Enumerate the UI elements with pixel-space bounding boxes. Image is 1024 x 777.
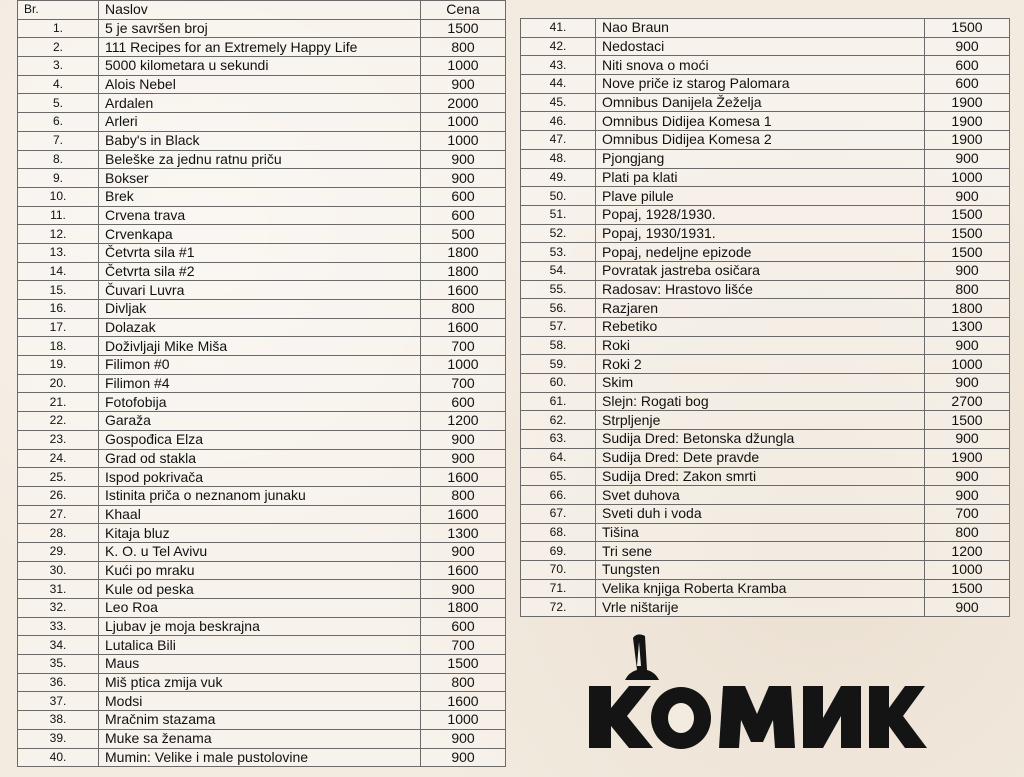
row-price: 1600 [421, 692, 506, 711]
row-title: Fotofobija [99, 393, 421, 412]
row-title: Strpljenje [596, 411, 925, 430]
table-row [521, 56, 1010, 75]
row-number: 6. [18, 113, 99, 132]
row-number: 68. [521, 523, 596, 542]
row-price: 1300 [925, 318, 1010, 337]
row-title: Nove priče iz starog Palomara [596, 75, 925, 94]
row-number: 56. [521, 299, 596, 318]
row-number: 16. [18, 300, 99, 319]
header-title: Naslov [99, 1, 421, 20]
row-price: 900 [421, 748, 506, 767]
row-number: 50. [521, 187, 596, 206]
table-row [521, 523, 1010, 542]
table-row [18, 468, 506, 487]
row-title: Sudija Dred: Betonska džungla [596, 430, 925, 449]
row-price: 1900 [925, 93, 1010, 112]
table-row [521, 318, 1010, 337]
row-title: Nedostaci [596, 37, 925, 56]
table-row [521, 149, 1010, 168]
row-number: 31. [18, 580, 99, 599]
table-row [18, 75, 506, 94]
row-number: 37. [18, 692, 99, 711]
row-price: 1800 [421, 262, 506, 281]
table-row [521, 224, 1010, 243]
row-price: 1900 [925, 131, 1010, 150]
price-table-right-body [521, 19, 1010, 617]
row-number: 44. [521, 75, 596, 94]
row-title: Alois Nebel [99, 75, 421, 94]
row-title: Četvrta sila #2 [99, 262, 421, 281]
row-title: K. O. u Tel Avivu [99, 542, 421, 561]
row-price: 1300 [421, 524, 506, 543]
row-price: 900 [421, 75, 506, 94]
row-price: 1900 [925, 112, 1010, 131]
row-title: Doživljaji Mike Miša [99, 337, 421, 356]
row-title: Modsi [99, 692, 421, 711]
table-row [18, 356, 506, 375]
row-number: 3. [18, 57, 99, 76]
row-number: 18. [18, 337, 99, 356]
row-title: Omnibus Danijela Žeželja [596, 93, 925, 112]
row-price: 1200 [925, 542, 1010, 561]
row-price: 900 [925, 467, 1010, 486]
row-title: Omnibus Didijea Komesa 1 [596, 112, 925, 131]
row-title: Mračnim stazama [99, 711, 421, 730]
table-row [18, 580, 506, 599]
row-number: 15. [18, 281, 99, 300]
row-price: 1500 [925, 224, 1010, 243]
table-row [18, 486, 506, 505]
table-row [521, 280, 1010, 299]
table-row [18, 374, 506, 393]
row-price: 1200 [421, 412, 506, 431]
row-price: 900 [925, 37, 1010, 56]
row-price: 600 [925, 75, 1010, 94]
row-number: 14. [18, 262, 99, 281]
row-price: 800 [421, 673, 506, 692]
table-row [18, 19, 506, 38]
row-title: Khaal [99, 505, 421, 524]
row-title: Divljak [99, 300, 421, 319]
row-price: 1000 [925, 560, 1010, 579]
row-price: 1500 [925, 243, 1010, 262]
table-row [521, 392, 1010, 411]
row-price: 500 [421, 225, 506, 244]
komiko-logo-graphic [585, 630, 945, 750]
table-row [18, 617, 506, 636]
row-price: 1800 [925, 299, 1010, 318]
row-title: Mumin: Velike i male pustolovine [99, 748, 421, 767]
row-price: 1500 [421, 655, 506, 674]
row-title: Sveti duh i voda [596, 504, 925, 523]
table-row [521, 355, 1010, 374]
row-title: Ispod pokrivača [99, 468, 421, 487]
row-number: 11. [18, 206, 99, 225]
row-title: Bokser [99, 169, 421, 188]
row-title: Leo Roa [99, 599, 421, 618]
row-number: 7. [18, 131, 99, 150]
row-number: 65. [521, 467, 596, 486]
row-number: 69. [521, 542, 596, 561]
table-row [521, 598, 1010, 617]
row-price: 800 [421, 300, 506, 319]
table-row [521, 448, 1010, 467]
table-row [18, 692, 506, 711]
row-number: 53. [521, 243, 596, 262]
row-price: 900 [421, 150, 506, 169]
row-number: 24. [18, 449, 99, 468]
price-table-left [17, 0, 506, 767]
row-title: Radosav: Hrastovo lišće [596, 280, 925, 299]
table-row [521, 261, 1010, 280]
row-title: Velika knjiga Roberta Kramba [596, 579, 925, 598]
row-number: 66. [521, 486, 596, 505]
row-number: 4. [18, 75, 99, 94]
row-title: Crvena trava [99, 206, 421, 225]
price-table-right [520, 18, 1010, 617]
row-title: Razjaren [596, 299, 925, 318]
row-price: 800 [925, 280, 1010, 299]
row-number: 57. [521, 318, 596, 337]
price-table-left-body [18, 19, 506, 767]
row-price: 1500 [421, 19, 506, 38]
table-row [18, 542, 506, 561]
row-price: 1500 [925, 19, 1010, 38]
row-number: 38. [18, 711, 99, 730]
row-title: Lutalica Bili [99, 636, 421, 655]
row-price: 600 [421, 187, 506, 206]
row-price: 1000 [925, 168, 1010, 187]
row-price: 700 [421, 374, 506, 393]
table-row [521, 19, 1010, 38]
row-price: 800 [421, 38, 506, 57]
table-row [18, 729, 506, 748]
row-number: 40. [18, 748, 99, 767]
row-title: Nao Braun [596, 19, 925, 38]
row-title: Roki 2 [596, 355, 925, 374]
row-number: 33. [18, 617, 99, 636]
table-row [521, 299, 1010, 318]
table-row [18, 225, 506, 244]
row-price: 1500 [925, 205, 1010, 224]
row-title: Popaj, 1930/1931. [596, 224, 925, 243]
row-number: 64. [521, 448, 596, 467]
table-row [521, 168, 1010, 187]
row-price: 700 [421, 636, 506, 655]
row-price: 600 [421, 617, 506, 636]
row-number: 32. [18, 599, 99, 618]
row-title: Arleri [99, 113, 421, 132]
row-price: 900 [421, 430, 506, 449]
row-number: 35. [18, 655, 99, 674]
table-row [18, 150, 506, 169]
row-title: Niti snova o moći [596, 56, 925, 75]
row-price: 1000 [421, 131, 506, 150]
row-title: Brek [99, 187, 421, 206]
row-number: 59. [521, 355, 596, 374]
row-number: 1. [18, 19, 99, 38]
row-title: Četvrta sila #1 [99, 243, 421, 262]
row-price: 2700 [925, 392, 1010, 411]
table-row [18, 318, 506, 337]
row-number: 67. [521, 504, 596, 523]
row-number: 46. [521, 112, 596, 131]
table-row [18, 711, 506, 730]
row-title: Roki [596, 336, 925, 355]
table-row [521, 430, 1010, 449]
table-row [521, 579, 1010, 598]
row-title: Istinita priča o neznanom junaku [99, 486, 421, 505]
row-title: Plave pilule [596, 187, 925, 206]
row-price: 600 [925, 56, 1010, 75]
row-title: Tri sene [596, 542, 925, 561]
row-title: Beleške za jednu ratnu priču [99, 150, 421, 169]
row-price: 1600 [421, 561, 506, 580]
row-title: Muke sa ženama [99, 729, 421, 748]
row-title: Tišina [596, 523, 925, 542]
row-title: Plati pa klati [596, 168, 925, 187]
table-row [18, 449, 506, 468]
table-row [521, 542, 1010, 561]
table-row [521, 75, 1010, 94]
row-number: 12. [18, 225, 99, 244]
table-row [18, 599, 506, 618]
table-row [521, 336, 1010, 355]
row-number: 25. [18, 468, 99, 487]
table-row [18, 412, 506, 431]
table-row [521, 93, 1010, 112]
table-row [521, 560, 1010, 579]
table-row [521, 37, 1010, 56]
row-price: 1800 [421, 599, 506, 618]
row-number: 8. [18, 150, 99, 169]
row-price: 1000 [421, 711, 506, 730]
row-number: 26. [18, 486, 99, 505]
row-price: 900 [925, 430, 1010, 449]
table-row [18, 337, 506, 356]
row-title: Dolazak [99, 318, 421, 337]
row-price: 1000 [421, 113, 506, 132]
table-row [521, 374, 1010, 393]
row-title: Čuvari Luvra [99, 281, 421, 300]
row-number: 51. [521, 205, 596, 224]
row-title: Baby's in Black [99, 131, 421, 150]
table-row [18, 131, 506, 150]
table-row [521, 467, 1010, 486]
table-row [521, 243, 1010, 262]
row-number: 72. [521, 598, 596, 617]
table-row [521, 504, 1010, 523]
table-row [521, 112, 1010, 131]
table-row [18, 300, 506, 319]
row-number: 54. [521, 261, 596, 280]
row-title: 111 Recipes for an Extremely Happy Life [99, 38, 421, 57]
row-number: 61. [521, 392, 596, 411]
table-row [18, 673, 506, 692]
table-row [18, 262, 506, 281]
row-title: Filimon #4 [99, 374, 421, 393]
row-number: 13. [18, 243, 99, 262]
row-title: Popaj, 1928/1930. [596, 205, 925, 224]
table-row [521, 486, 1010, 505]
row-price: 1600 [421, 468, 506, 487]
row-price: 600 [421, 393, 506, 412]
row-title: 5 je savršen broj [99, 19, 421, 38]
row-title: Grad od stakla [99, 449, 421, 468]
row-number: 36. [18, 673, 99, 692]
row-price: 900 [925, 374, 1010, 393]
table-row [18, 430, 506, 449]
row-price: 900 [421, 542, 506, 561]
row-title: Sudija Dred: Zakon smrti [596, 467, 925, 486]
row-number: 39. [18, 729, 99, 748]
row-price: 900 [925, 336, 1010, 355]
row-title: Omnibus Didijea Komesa 2 [596, 131, 925, 150]
row-title: Ardalen [99, 94, 421, 113]
row-number: 63. [521, 430, 596, 449]
table-row [18, 748, 506, 767]
row-title: Garaža [99, 412, 421, 431]
row-title: Pjongjang [596, 149, 925, 168]
row-number: 60. [521, 374, 596, 393]
row-title: Slejn: Rogati bog [596, 392, 925, 411]
table-row [18, 94, 506, 113]
row-number: 19. [18, 356, 99, 375]
row-number: 20. [18, 374, 99, 393]
table-row [18, 38, 506, 57]
row-number: 71. [521, 579, 596, 598]
row-number: 29. [18, 542, 99, 561]
row-title: Rebetiko [596, 318, 925, 337]
row-number: 43. [521, 56, 596, 75]
row-number: 42. [521, 37, 596, 56]
row-price: 800 [925, 523, 1010, 542]
header-row [18, 1, 506, 20]
row-price: 800 [421, 486, 506, 505]
row-price: 600 [421, 206, 506, 225]
row-title: Popaj, nedeljne epizode [596, 243, 925, 262]
row-number: 30. [18, 561, 99, 580]
row-title: Filimon #0 [99, 356, 421, 375]
row-title: Miš ptica zmija vuk [99, 673, 421, 692]
row-price: 900 [925, 187, 1010, 206]
row-title: Skim [596, 374, 925, 393]
table-row [18, 206, 506, 225]
table-row [18, 169, 506, 188]
row-price: 1600 [421, 281, 506, 300]
komiko-logo [585, 630, 945, 750]
row-number: 55. [521, 280, 596, 299]
row-title: Kući po mraku [99, 561, 421, 580]
row-title: Svet duhova [596, 486, 925, 505]
row-number: 2. [18, 38, 99, 57]
row-number: 5. [18, 94, 99, 113]
table-row [521, 411, 1010, 430]
row-title: Gospođica Elza [99, 430, 421, 449]
row-price: 1000 [421, 57, 506, 76]
row-number: 28. [18, 524, 99, 543]
row-price: 900 [421, 729, 506, 748]
row-number: 52. [521, 224, 596, 243]
row-number: 10. [18, 187, 99, 206]
row-number: 22. [18, 412, 99, 431]
table-row [18, 113, 506, 132]
row-number: 34. [18, 636, 99, 655]
row-number: 62. [521, 411, 596, 430]
row-number: 45. [521, 93, 596, 112]
row-title: Sudija Dred: Dete pravde [596, 448, 925, 467]
table-row [18, 243, 506, 262]
row-price: 700 [925, 504, 1010, 523]
table-row [521, 205, 1010, 224]
table-row [18, 187, 506, 206]
table-row [18, 561, 506, 580]
row-number: 70. [521, 560, 596, 579]
row-price: 1500 [925, 579, 1010, 598]
row-number: 41. [521, 19, 596, 38]
table-row [18, 655, 506, 674]
row-number: 27. [18, 505, 99, 524]
row-number: 49. [521, 168, 596, 187]
row-price: 900 [925, 261, 1010, 280]
table-row [521, 131, 1010, 150]
row-number: 47. [521, 131, 596, 150]
table-row [18, 57, 506, 76]
row-number: 23. [18, 430, 99, 449]
row-price: 1600 [421, 505, 506, 524]
row-number: 48. [521, 149, 596, 168]
row-title: 5000 kilometara u sekundi [99, 57, 421, 76]
row-number: 58. [521, 336, 596, 355]
row-price: 900 [925, 486, 1010, 505]
row-title: Vrle ništarije [596, 598, 925, 617]
row-price: 900 [421, 449, 506, 468]
row-title: Crvenkapa [99, 225, 421, 244]
row-price: 1800 [421, 243, 506, 262]
table-row [521, 187, 1010, 206]
table-row [18, 505, 506, 524]
row-title: Povratak jastreba osičara [596, 261, 925, 280]
header-price: Cena [421, 1, 506, 20]
table-row [18, 524, 506, 543]
table-row [18, 636, 506, 655]
row-price: 1900 [925, 448, 1010, 467]
row-number: 21. [18, 393, 99, 412]
row-price: 2000 [421, 94, 506, 113]
table-row [18, 393, 506, 412]
row-price: 900 [925, 598, 1010, 617]
row-price: 1000 [421, 356, 506, 375]
row-number: 9. [18, 169, 99, 188]
row-price: 900 [925, 149, 1010, 168]
row-title: Maus [99, 655, 421, 674]
row-title: Kitaja bluz [99, 524, 421, 543]
row-price: 1500 [925, 411, 1010, 430]
row-number: 17. [18, 318, 99, 337]
row-price: 900 [421, 580, 506, 599]
row-price: 700 [421, 337, 506, 356]
row-price: 1600 [421, 318, 506, 337]
row-title: Tungsten [596, 560, 925, 579]
header-number: Br. [18, 1, 99, 20]
table-row [18, 281, 506, 300]
row-title: Kule od peska [99, 580, 421, 599]
row-title: Ljubav je moja beskrajna [99, 617, 421, 636]
row-price: 1000 [925, 355, 1010, 374]
row-price: 900 [421, 169, 506, 188]
